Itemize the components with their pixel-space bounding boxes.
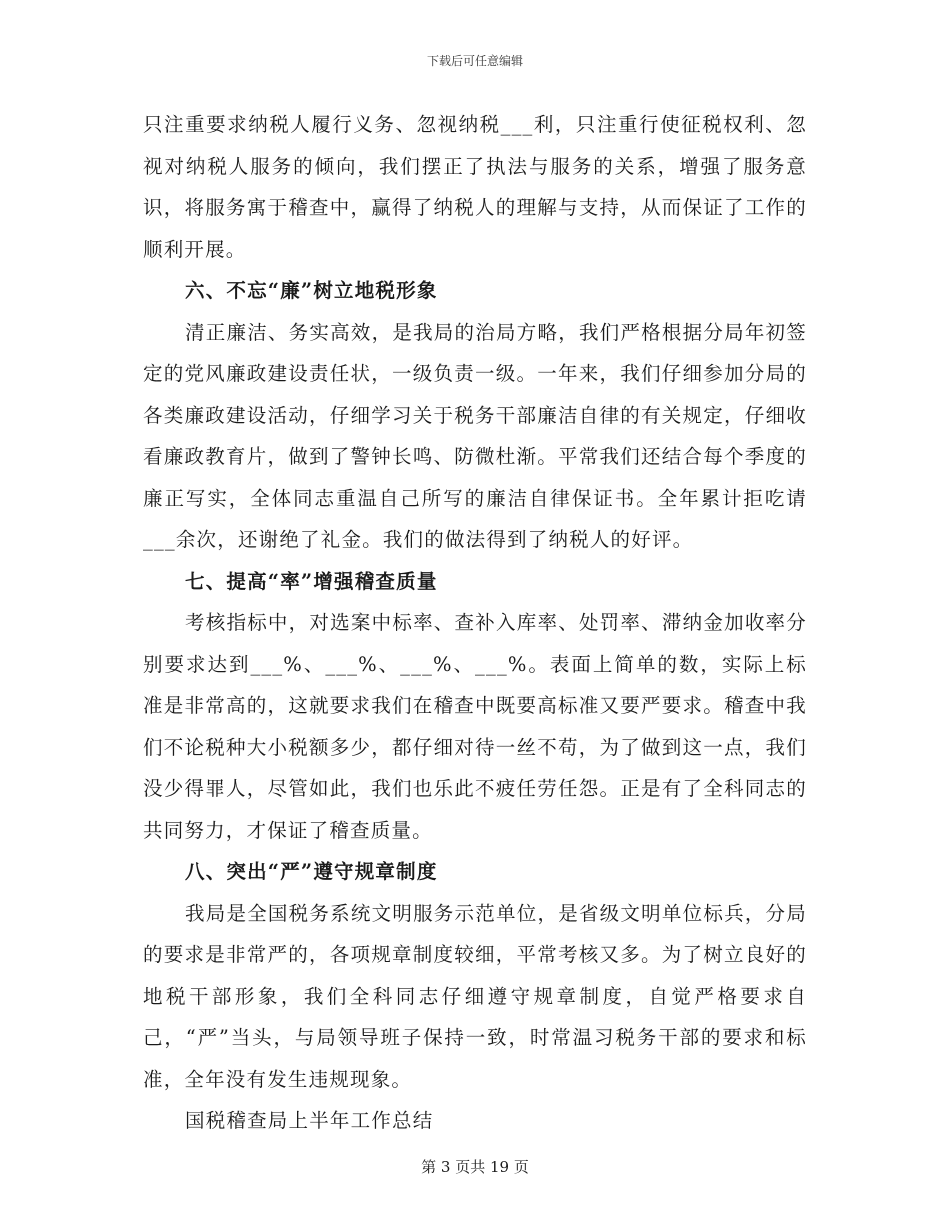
paragraph-quality: 考核指标中，对选案中标率、查补入库率、处罚率、滞纳金加收率分别要求达到___%、___%、___%、___%。表面上简单的数，实际上标准是非常高的，这就要求我们在稽查中既要高标准又要严要求。稽查中我们不论税种大小税额多少，都仔细对待一丝不苟，为了做到这一点，我们没少得罪人，尽管如此，我们也乐此不疲任劳任怨。正是有了全科同志的共同努力，才保证了稽查质量。 (143, 611, 807, 842)
document-body (143, 104, 807, 1142)
page-header: 下载后可任意编辑 (426, 54, 523, 68)
section-heading-integrity: 六、不忘“廉”树立地税形象 (185, 279, 438, 302)
paragraph-service: 只注重要求纳税人履行义务、忽视纳税___利，只注重行使征税权利、忽视对纳税人服务的倾向，我们摆正了执法与服务的关系，增强了服务意识，将服务寓于稽查中，赢得了纳税人的理解与支持，从而保证了工作的顺利开展。 (143, 113, 807, 261)
page-number: 第 3 页共 19 页 (421, 1158, 529, 1176)
paragraph-rules: 我局是全国税务系统文明服务示范单位，是省级文明单位标兵，分局的要求是非常严的，各项规章制度较细，平常考核又多。为了树立良好的地税干部形象，我们全科同志仔细遵守规章制度，自觉严格要求自己，“严”当头，与局领导班子保持一致，时常温习税务干部的要求和标准，全年没有发生违规现象。 (143, 901, 807, 1091)
section-heading-quality: 七、提高“率”增强稽查质量 (185, 569, 438, 593)
document-title-next: 国税稽查局上半年工作总结 (185, 1109, 434, 1132)
section-heading-rules: 八、突出“严”遵守规章制度 (185, 860, 438, 883)
paragraph-integrity: 清正廉洁、务实高效，是我局的治局方略，我们严格根据分局年初签定的党风廉政建设责任状，一级负责一级。一年来，我们仔细参加分局的各类廉政建设活动，仔细学习关于税务干部廉洁自律的有关规定，仔细收看廉政教育片，做到了警钟长鸣、防微杜渐。平常我们还结合每个季度的廉正写实，全体同志重温自己所写的廉洁自律保证书。全年累计拒吃请___余次，还谢绝了礼金。我们的做法得到了纳税人的好评。 (143, 320, 807, 551)
